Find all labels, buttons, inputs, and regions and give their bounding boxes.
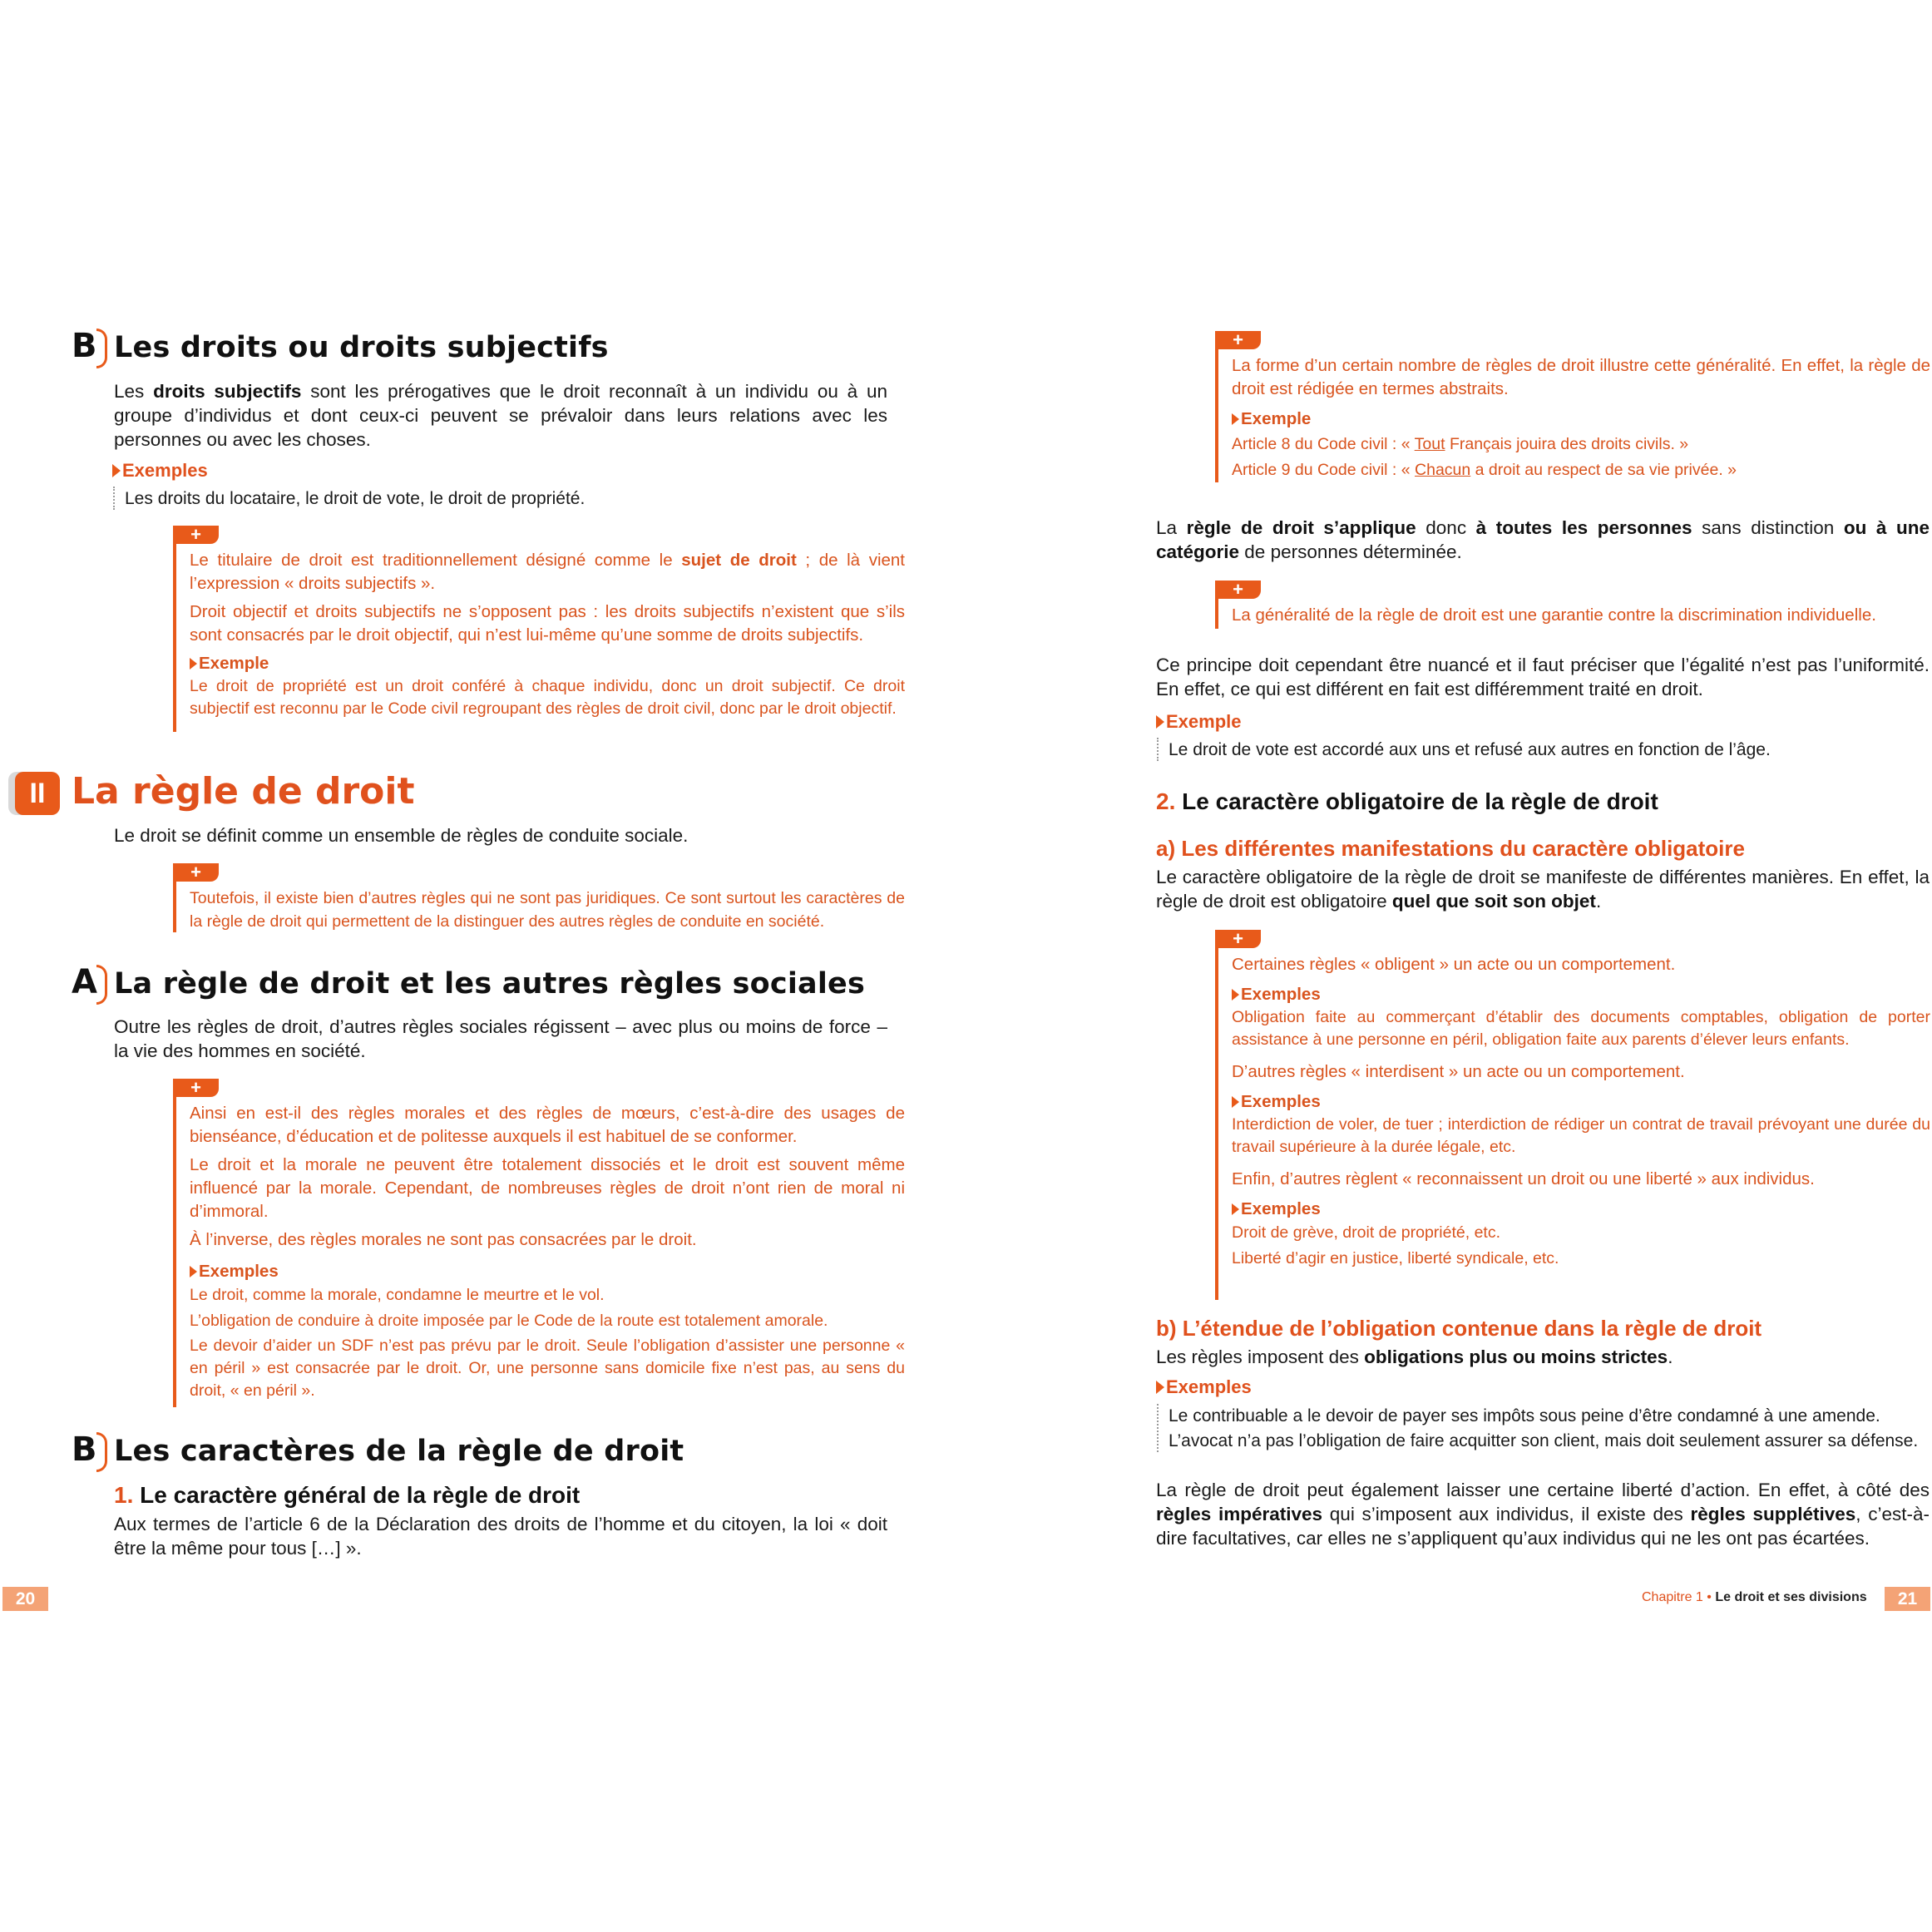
examples-heading: Exemples	[112, 460, 208, 482]
box-example-text: Liberté d’agir en justice, liberté syndicale, etc.	[1232, 1249, 1559, 1267]
triangle-icon	[112, 464, 121, 477]
dotted-rule	[113, 487, 115, 510]
dotted-rule	[1157, 1404, 1159, 1452]
box-example-text: Droit de grève, droit de propriété, etc.	[1232, 1223, 1500, 1242]
page-number-left: 20	[2, 1587, 48, 1611]
section-letter-b2: B	[72, 1430, 97, 1469]
example-heading: Exemple	[1232, 408, 1930, 431]
subsection-title-obligatoire: 2. Le caractère obligatoire de la règle de droit	[1156, 788, 1658, 814]
triangle-icon	[1232, 413, 1239, 425]
examples-heading: Exemples	[1232, 1198, 1930, 1221]
triangle-icon	[1232, 1203, 1239, 1215]
plus-icon: +	[173, 863, 219, 882]
box-paragraph: La généralité de la règle de droit est une garantie contre la discrimination individuelle.	[1232, 605, 1876, 625]
page-number-right: 21	[1885, 1587, 1930, 1611]
paragraph-definition: Le droit se définit comme un ensemble de règles de conduite sociale.	[114, 825, 689, 846]
box-paragraph: Enfin, d’autres règlent « reconnaissent un droit ou une liberté » aux individus.	[1232, 1169, 1815, 1188]
box-paragraph: Le titulaire de droit est traditionnellement désigné comme le sujet de droit ; de là vient l’expression « droits subjectifs ».	[190, 551, 905, 593]
example-text: Le droit de vote est accordé aux uns et refusé aux autres en fonction de l’âge.	[1169, 740, 1771, 759]
examples-heading: Exemples	[1232, 983, 1930, 1006]
box-example-text: L’obligation de conduire à droite imposée par le Code de la route est totalement amorale.	[190, 1312, 828, 1330]
box-example-text: Le droit de propriété est un droit conféré à chaque individu, donc un droit subjectif. Ce droit subjectif est reconnu par le Code civil regroupant des règles de droit civil, donc par le droit objectif.	[190, 677, 905, 718]
letter-bracket	[96, 329, 107, 368]
plus-box-morale	[173, 1077, 905, 1407]
paragraph-article-6: Aux termes de l’article 6 de la Déclaration des droits de l’homme et du citoyen, la loi « doit être la même pour tous […] ».	[114, 1514, 887, 1559]
section-title-regles-sociales: La règle de droit et les autres règles sociales	[114, 967, 866, 1001]
paragraph-droits-subjectifs: Les droits subjectifs sont les prérogatives que le droit reconnaît à un individu ou à un groupe d’individus et dont ceux-ci peuvent se prévaloir dans leurs relations avec les personnes ou avec les choses.	[114, 381, 887, 450]
plus-icon: +	[1215, 581, 1261, 599]
box-paragraph: À l’inverse, des règles morales ne sont pas consacrées par le droit.	[190, 1230, 697, 1249]
example-text: L’avocat n’a pas l’obligation de faire acquitter son client, mais doit seulement assurer sa défense.	[1169, 1431, 1919, 1450]
letter-bracket	[96, 965, 107, 1005]
triangle-icon	[190, 1266, 197, 1277]
subheading-etendue: b) L’étendue de l’obligation contenue dans la règle de droit	[1156, 1316, 1762, 1341]
paragraph-regles-suppletives: La règle de droit peut également laisser une certaine liberté d’action. En effet, à côté des règles impératives qui s’imposent aux individus, il existe des règles supplétives, c’est-à-dire facultatives, car elles ne s’appliquent qu’aux individus qui ne les ont pas écartées.	[1156, 1480, 1930, 1549]
plus-icon: +	[173, 1079, 219, 1097]
examples-heading: Exemples	[1232, 1090, 1930, 1114]
box-paragraph: Ainsi en est-il des règles morales et des règles de mœurs, c’est-à-dire des usages de bienséance, d’éducation et de politesse auxquels il est habituel de se conformer.	[190, 1104, 905, 1146]
triangle-icon	[1156, 1381, 1164, 1394]
triangle-icon	[1232, 989, 1239, 1001]
section-letter-b: B	[72, 327, 97, 365]
part-title: La règle de droit	[72, 770, 415, 813]
subsection-title-general: 1. Le caractère général de la règle de droit	[114, 1482, 581, 1508]
triangle-icon	[190, 658, 197, 670]
box-example-text: Interdiction de voler, de tuer ; interdiction de rédiger un contrat de travail prévoyant une durée du travail supérieure à la durée légale, etc.	[1232, 1115, 1930, 1156]
box-example-text: Article 9 du Code civil : « Chacun a droit au respect de sa vie privée. »	[1232, 461, 1737, 479]
box-paragraph: Le droit et la morale ne peuvent être totalement dissociés et le droit est souvent même influencé par la morale. Cependant, de nombreuses règles de droit n’ont rien de moral ni d’immoral.	[190, 1155, 905, 1221]
paragraph-manifestations: Le caractère obligatoire de la règle de droit se manifeste de différentes manières. En effet, la règle de droit est obligatoire quel que soit son objet.	[1156, 867, 1930, 912]
letter-bracket	[96, 1432, 107, 1472]
plus-icon: +	[173, 526, 219, 544]
box-example-text: Obligation faite au commerçant d’établir des documents comptables, obligation de porter assistance à une personne en péril, obligation faite aux parents d’élever leurs enfants.	[1232, 1008, 1930, 1049]
paragraph-toutes-personnes: La règle de droit s’applique donc à toutes les personnes sans distinction ou à une catégorie de personnes déterminée.	[1156, 517, 1930, 562]
subheading-manifestations: a) Les différentes manifestations du caractère obligatoire	[1156, 836, 1745, 861]
section-title-caracteres: Les caractères de la règle de droit	[114, 1435, 684, 1468]
paragraph-etendue: Les règles imposent des obligations plus ou moins strictes.	[1156, 1346, 1673, 1367]
plus-icon: +	[1215, 331, 1261, 349]
examples-text: Les droits du locataire, le droit de vote, le droit de propriété.	[125, 489, 586, 508]
box-paragraph: Toutefois, il existe bien d’autres règles qui ne sont pas juridiques. Ce sont surtout les caractères de la règle de droit qui permettent de la distinguer des autres règles de conduite en société.	[190, 889, 905, 931]
section-letter-a: A	[72, 963, 97, 1001]
example-heading: Exemple	[1156, 711, 1242, 733]
plus-box-sujet-de-droit	[173, 524, 905, 732]
plus-box-obligent-interdisent	[1215, 930, 1932, 1300]
box-paragraph: D’autres règles « interdisent » un acte ou un comportement.	[1232, 1062, 1685, 1081]
plus-icon: +	[1215, 930, 1261, 948]
running-head: Chapitre 1 • Le droit et ses divisions	[1642, 1590, 1867, 1604]
example-heading: Exemple	[190, 652, 905, 675]
box-paragraph: Certaines règles « obligent » un acte ou un comportement.	[1232, 955, 1676, 974]
box-paragraph: Droit objectif et droits subjectifs ne s’opposent pas : les droits subjectifs n’existent que s’ils sont consacrés par le droit objectif, qui n’est lui-même qu’une somme de droits subjectifs.	[190, 602, 905, 645]
box-paragraph: La forme d’un certain nombre de règles de droit illustre cette généralité. En effet, la règle de droit est rédigée en termes abstraits.	[1232, 356, 1930, 398]
paragraph-regles-sociales: Outre les règles de droit, d’autres règles sociales régissent – avec plus ou moins de force – la vie des hommes en société.	[114, 1016, 887, 1061]
box-example-text: Le devoir d’aider un SDF n’est pas prévu par le droit. Seule l’obligation d’assister une personne « en péril » est consacrée par le droit. Or, une personne sans domicile fixe n’est pas, au sens du droit, « en péril ».	[190, 1337, 905, 1400]
triangle-icon	[1232, 1096, 1239, 1108]
paragraph-uniformite: Ce principe doit cependant être nuancé et il faut préciser que l’égalité n’est pas l’uniformité. En effet, ce qui est différent en fait est différemment traité en droit.	[1156, 655, 1930, 699]
example-text: Le contribuable a le devoir de payer ses impôts sous peine d’être condamné à une amende.	[1169, 1406, 1880, 1426]
plus-box-termes-abstraits	[1215, 331, 1932, 482]
box-example-text: Article 8 du Code civil : « Tout Français jouira des droits civils. »	[1232, 435, 1689, 453]
examples-heading: Exemples	[190, 1260, 905, 1283]
section-title-droits-subjectifs: Les droits ou droits subjectifs	[114, 331, 609, 364]
triangle-icon	[1156, 715, 1164, 729]
dotted-rule	[1157, 738, 1159, 761]
box-example-text: Le droit, comme la morale, condamne le meurtre et le vol.	[190, 1286, 605, 1304]
examples-heading: Exemples	[1156, 1376, 1252, 1398]
right-page	[966, 0, 1932, 1932]
plus-box-autres-regles	[173, 862, 905, 932]
plus-box-discrimination	[1215, 581, 1932, 629]
part-numeral: II	[15, 772, 60, 815]
